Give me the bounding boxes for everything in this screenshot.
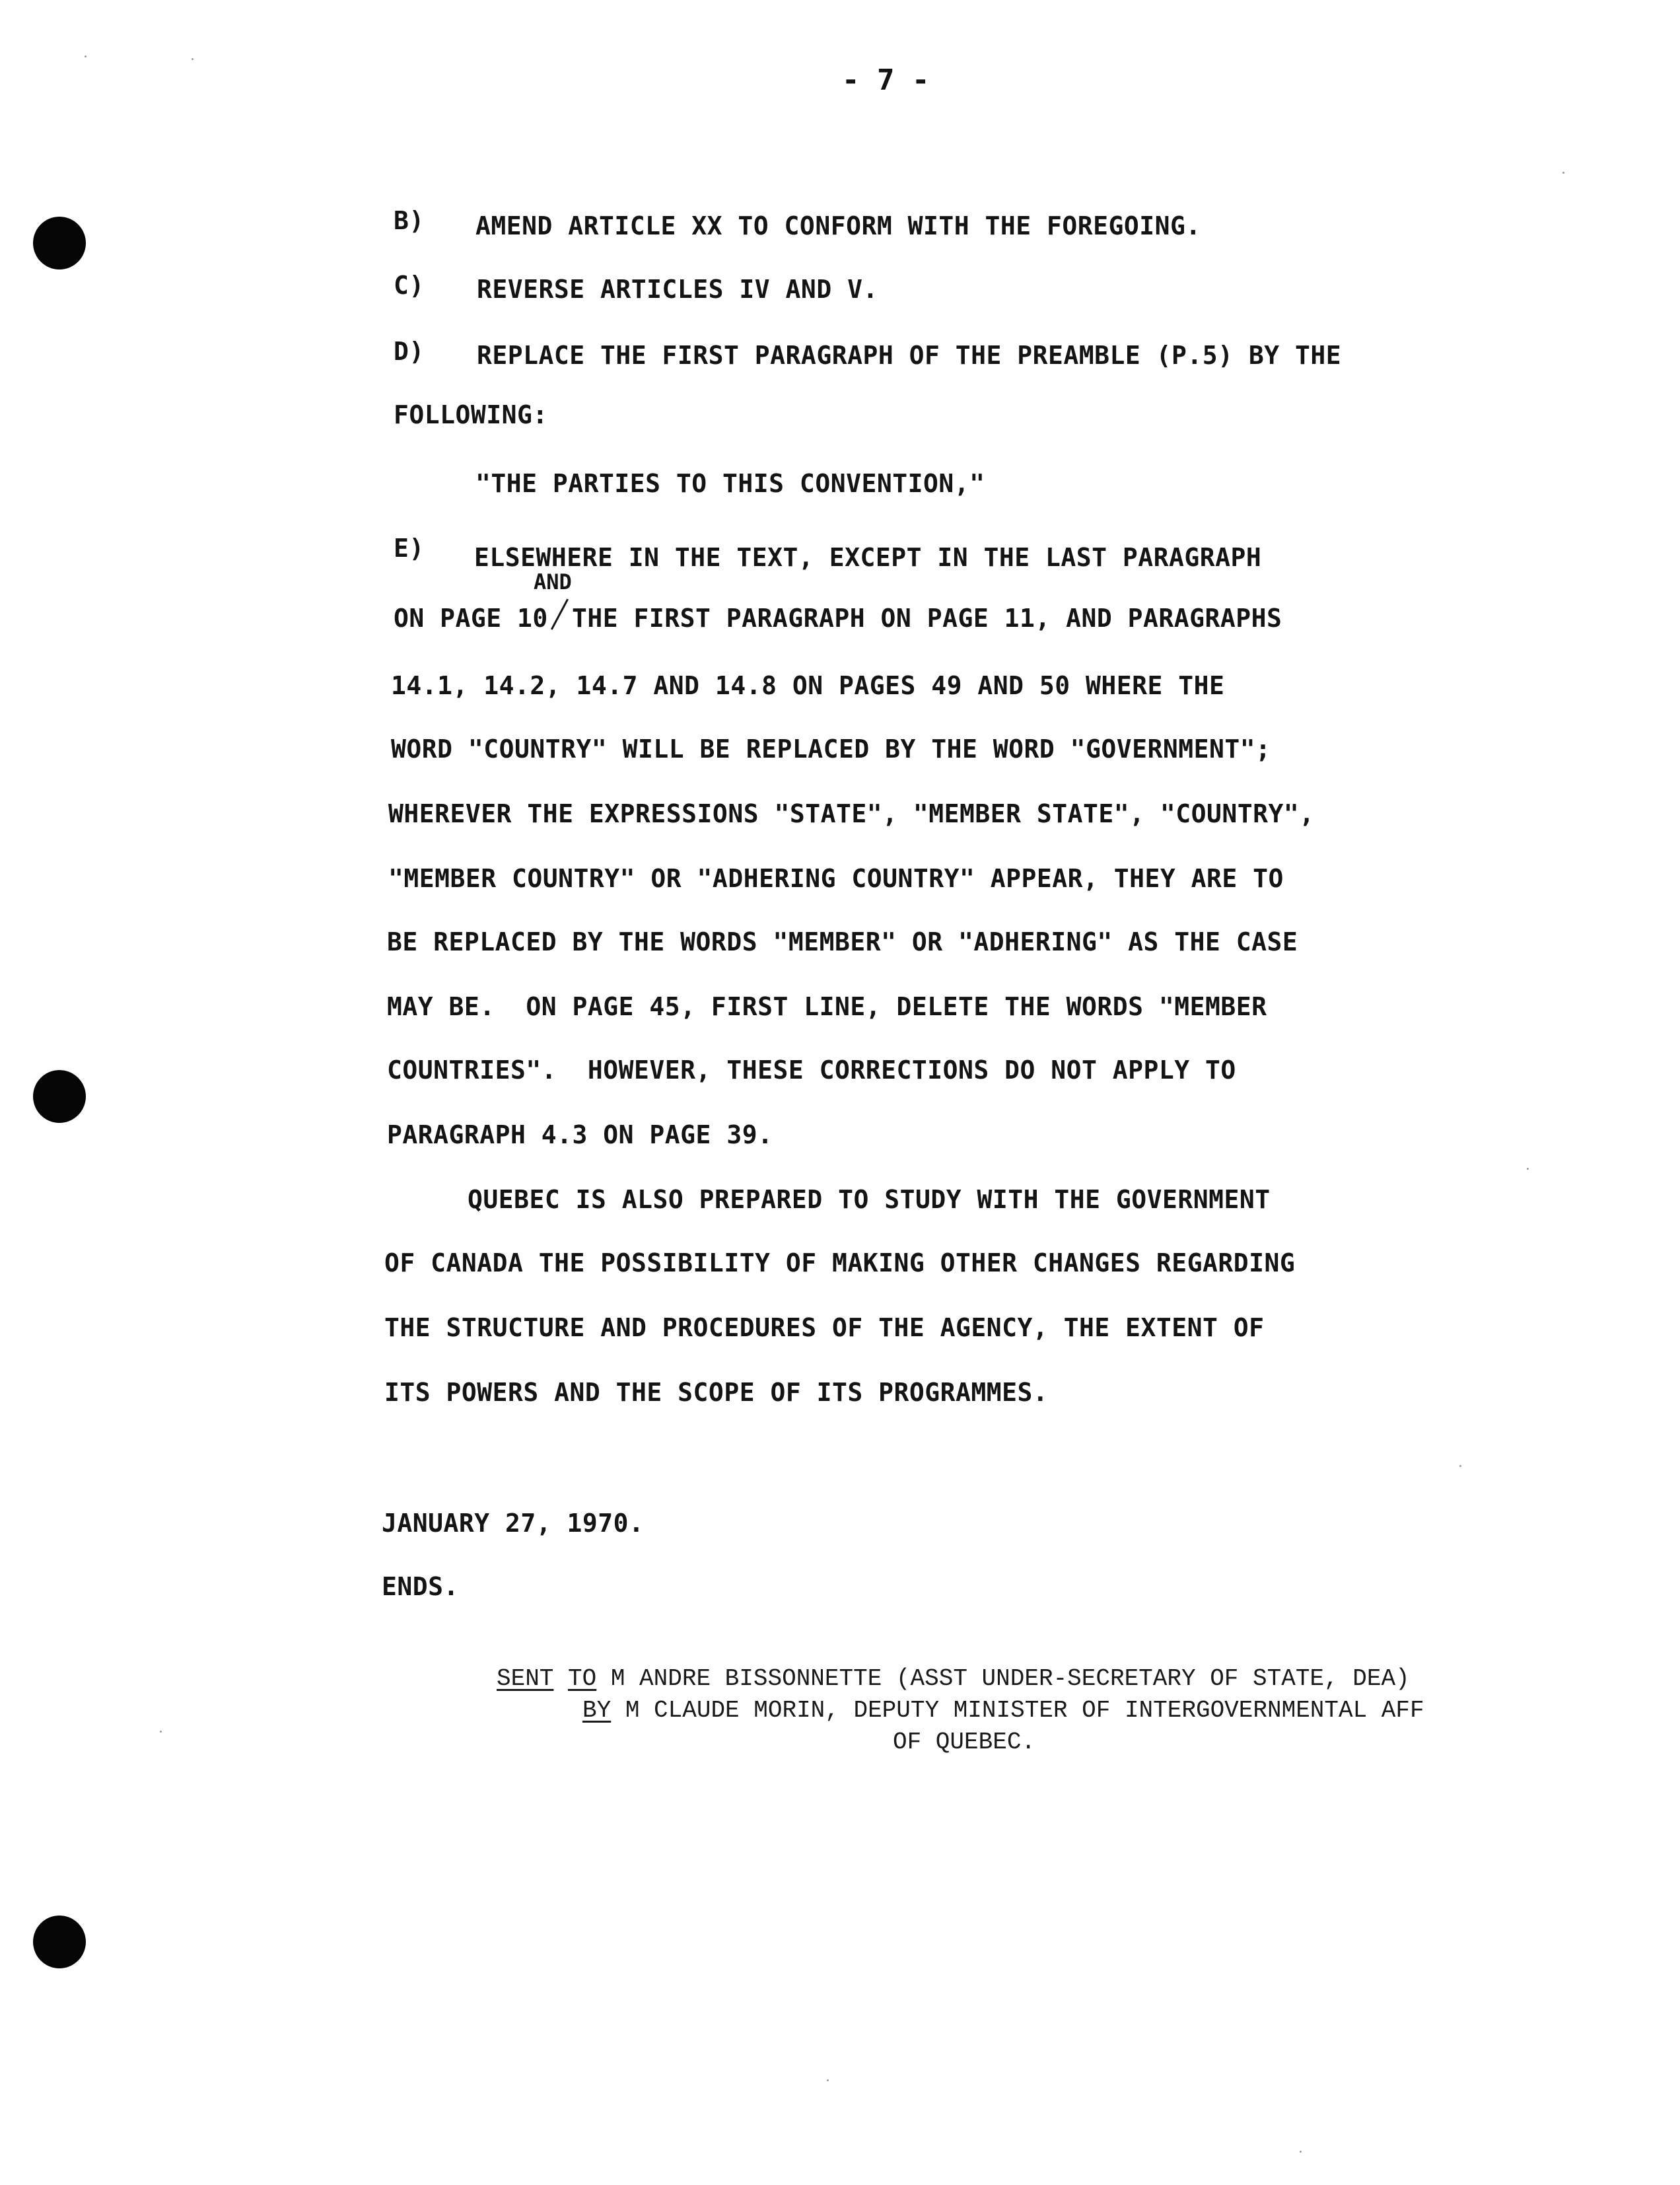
scan-speck xyxy=(192,58,193,60)
item-c-text: REVERSE ARTICLES IV AND V. xyxy=(477,275,878,304)
closing-paragraph-line: QUEBEC IS ALSO PREPARED TO STUDY WITH THE GOVERNMENT xyxy=(468,1185,1271,1214)
to-label: TO xyxy=(568,1665,597,1692)
routing-line: OF QUEBEC. xyxy=(893,1729,1036,1756)
scan-speck xyxy=(160,1731,162,1733)
scan-speck xyxy=(85,55,87,57)
item-e-line: MAY BE. ON PAGE 45, FIRST LINE, DELETE THE WORDS "MEMBER xyxy=(387,992,1267,1021)
item-e-marker: E) xyxy=(394,534,425,563)
by-label: BY xyxy=(582,1697,612,1724)
page-number: - 7 - xyxy=(842,63,930,97)
punch-hole xyxy=(33,217,86,269)
document-date: JANUARY 27, 1970. xyxy=(382,1509,645,1538)
punch-hole xyxy=(33,1916,86,1968)
item-c-marker: C) xyxy=(394,271,425,300)
routing-recipient: M ANDRE BISSONNETTE (ASST UNDER-SECRETARY OF STATE, DEA) xyxy=(596,1665,1410,1692)
item-e-line: PARAGRAPH 4.3 ON PAGE 39. xyxy=(387,1120,773,1149)
punch-hole xyxy=(33,1070,86,1123)
routing-line xyxy=(497,1665,1410,1694)
scan-speck xyxy=(827,2079,829,2081)
handwritten-insertion: AND xyxy=(534,569,572,594)
item-e-line: ON PAGE 10 xyxy=(394,604,548,633)
item-e-line: BE REPLACED BY THE WORDS "MEMBER" OR "ADHERING" AS THE CASE xyxy=(387,927,1298,956)
routing-sender: M CLAUDE MORIN, DEPUTY MINISTER OF INTERGOVERNMENTAL AFF xyxy=(611,1697,1424,1724)
scan-speck xyxy=(1459,1465,1461,1467)
item-e-line: THE FIRST PARAGRAPH ON PAGE 11, AND PARAGRAPHS xyxy=(572,604,1282,633)
item-b-marker: B) xyxy=(394,206,425,235)
closing-paragraph-line: THE STRUCTURE AND PROCEDURES OF THE AGENCY, THE EXTENT OF xyxy=(384,1313,1265,1342)
scan-speck xyxy=(1527,1168,1529,1170)
item-b-text: AMEND ARTICLE XX TO CONFORM WITH THE FOREGOING. xyxy=(475,211,1201,240)
item-d-line: REPLACE THE FIRST PARAGRAPH OF THE PREAMBLE (P.5) BY THE xyxy=(477,341,1342,370)
item-e-line: WORD "COUNTRY" WILL BE REPLACED BY THE WORD "GOVERNMENT"; xyxy=(391,734,1271,764)
item-d-line: FOLLOWING: xyxy=(394,400,548,429)
item-e-line: ELSEWHERE IN THE TEXT, EXCEPT IN THE LAST PARAGRAPH xyxy=(474,543,1262,572)
insertion-slash xyxy=(551,598,569,629)
preamble-quote: "THE PARTIES TO THIS CONVENTION," xyxy=(475,469,985,498)
item-e-line: "MEMBER COUNTRY" OR "ADHERING COUNTRY" APPEAR, THEY ARE TO xyxy=(388,864,1284,893)
item-e-line: COUNTRIES". HOWEVER, THESE CORRECTIONS DO NOT APPLY TO xyxy=(387,1056,1236,1085)
ends-marker: ENDS. xyxy=(382,1572,459,1601)
item-d-marker: D) xyxy=(394,337,425,366)
closing-paragraph-line: OF CANADA THE POSSIBILITY OF MAKING OTHER CHANGES REGARDING xyxy=(384,1248,1296,1277)
item-e-line: WHEREVER THE EXPRESSIONS "STATE", "MEMBER STATE", "COUNTRY", xyxy=(388,799,1315,828)
closing-paragraph-line: ITS POWERS AND THE SCOPE OF ITS PROGRAMMES. xyxy=(384,1378,1049,1407)
routing-line xyxy=(582,1696,1424,1725)
scan-speck xyxy=(1300,2151,1302,2153)
scan-speck xyxy=(1562,172,1564,174)
item-e-line: 14.1, 14.2, 14.7 AND 14.8 ON PAGES 49 AND 50 WHERE THE xyxy=(391,671,1225,700)
sent-label: SENT xyxy=(497,1665,554,1692)
